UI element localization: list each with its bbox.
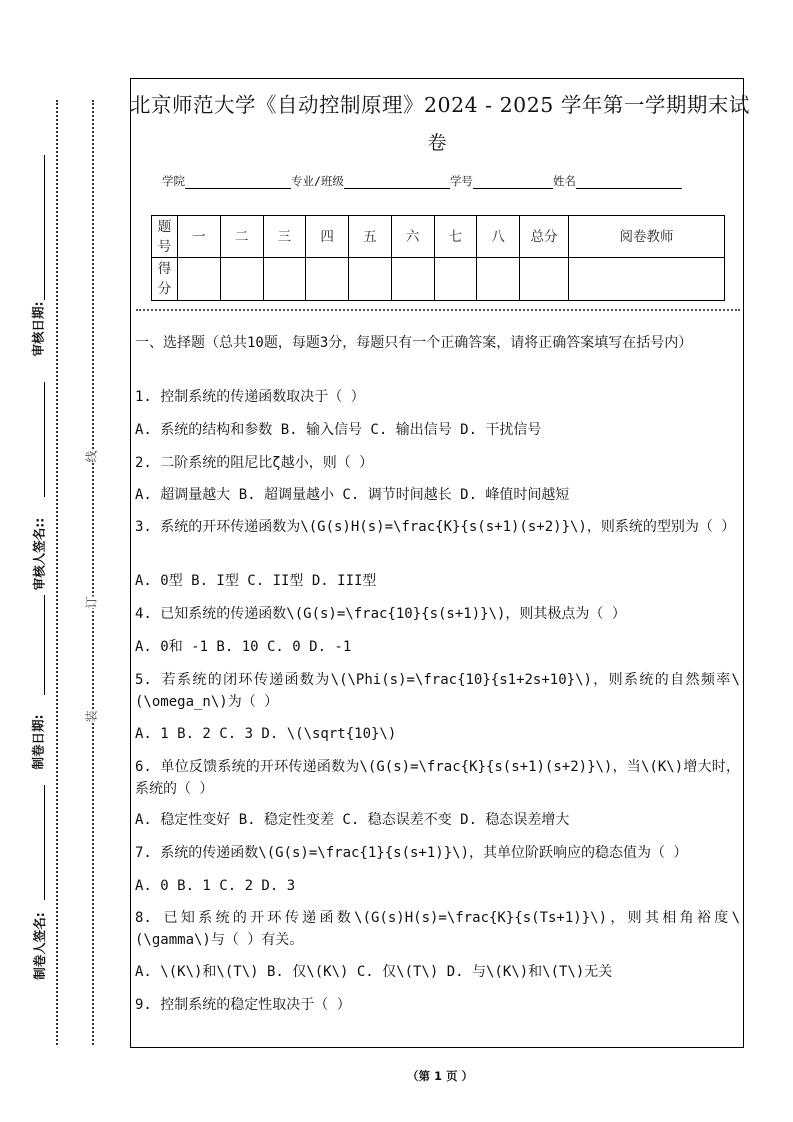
score-column-header: 七	[434, 216, 477, 258]
question-4-options: A. 0和 -1 B. 10 C. 0 D. -1	[135, 639, 352, 655]
score-cell[interactable]	[520, 258, 569, 301]
score-cell[interactable]	[306, 258, 349, 301]
score-column-header: 一	[178, 216, 221, 258]
question-5: 5. 若系统的闭环传递函数为\(\Phi(s)=\frac{10}{s1+2s+10}\)，则系统的自然频率\(\omega_n\)为（ ）	[135, 672, 740, 710]
question-8: 8. 已知系统的开环传递函数\(G(s)H(s)=\frac{K}{s(Ts+1)}\)，则其相角裕度\(\gamma\)与（ ）有关。	[135, 910, 740, 948]
question-7-options: A. 0 B. 1 C. 2 D. 3	[135, 878, 296, 894]
major-class-field[interactable]	[344, 174, 450, 189]
score-column-header: 八	[477, 216, 520, 258]
score-cell[interactable]	[434, 258, 477, 301]
student-id-label: 学号	[449, 174, 473, 188]
page-number: （第 1 页 ）	[406, 1069, 473, 1083]
score-cell[interactable]	[220, 258, 263, 301]
score-cell[interactable]	[178, 258, 221, 301]
paper-date-label: 制卷日期:	[30, 714, 46, 770]
exam-title-continued: 卷	[427, 132, 447, 154]
score-column-header: 三	[263, 216, 306, 258]
question-number-label: 题号	[152, 216, 178, 258]
score-cell[interactable]	[263, 258, 306, 301]
reviewer-signature-label: 审核人签名::	[31, 517, 47, 591]
question-8-options: A. \(K\)和\(T\) B. 仅\(K\) C. 仅\(T\) D. 与\(K\)和\(T\)无关	[135, 964, 613, 980]
major-class-label: 专业/班级	[291, 174, 344, 188]
binding-mark-line: 线	[84, 450, 99, 463]
question-3: 3. 系统的开环传递函数为\(G(s)H(s)=\frac{K}{s(s+1)(s+2)}\)，则系统的型别为（ ）	[135, 519, 736, 535]
question-4: 4. 已知系统的传递函数\(G(s)=\frac{10}{s(s+1)}\)，则其极点为（ ）	[135, 606, 626, 622]
question-5-options: A. 1 B. 2 C. 3 D. \(\sqrt{10}\)	[135, 726, 397, 742]
question-9: 9. 控制系统的稳定性取决于（ ）	[135, 997, 351, 1013]
paper-maker-signature-line	[44, 785, 45, 900]
section-heading: 一、选择题（总共10题，每题3分，每题只有一个正确答案，请将正确答案填写在括号内）	[135, 335, 693, 351]
score-cell[interactable]	[349, 258, 392, 301]
name-field[interactable]	[576, 174, 682, 189]
paper-maker-signature-label: 制卷人签名:	[31, 912, 47, 980]
question-3-options: A. 0型 B. I型 C. II型 D. III型	[135, 573, 377, 589]
student-id-field[interactable]	[473, 174, 553, 189]
question-6-options: A. 稳定性变好 B. 稳定性变差 C. 稳态误差不变 D. 稳态误差增大	[135, 812, 570, 828]
review-date-line	[44, 155, 45, 300]
score-cell[interactable]	[391, 258, 434, 301]
score-column-header: 阅卷教师	[569, 216, 725, 258]
binding-mark-staple: 订	[84, 596, 99, 609]
binding-dotted-line-inner	[92, 100, 94, 1045]
score-row-label: 得分	[152, 258, 178, 301]
name-label: 姓名	[552, 174, 576, 188]
score-column-header: 六	[391, 216, 434, 258]
score-column-header: 总分	[520, 216, 569, 258]
score-cell[interactable]	[569, 258, 725, 301]
college-label: 学院	[162, 174, 185, 188]
review-date-label: 审核日期:	[30, 301, 46, 357]
question-2-options: A. 超调量越大 B. 超调量越小 C. 调节时间越长 D. 峰值时间越短	[135, 487, 570, 503]
binding-dotted-line-outer	[56, 100, 58, 1045]
reviewer-signature-line	[44, 382, 45, 497]
score-column-header: 五	[349, 216, 392, 258]
question-6: 6. 单位反馈系统的开环传递函数为\(G(s)=\frac{K}{s(s+1)(s+2)}\)，当\(K\)增大时，系统的（ ）	[135, 759, 740, 797]
question-1-options: A. 系统的结构和参数 B. 输入信号 C. 输出信号 D. 干扰信号	[135, 422, 542, 438]
college-field[interactable]	[185, 174, 291, 189]
binding-mark-bind: 装	[84, 710, 99, 723]
paper-date-line	[44, 595, 45, 695]
score-table	[151, 215, 725, 301]
score-column-header: 二	[220, 216, 263, 258]
student-info-row	[162, 173, 682, 189]
score-column-header: 四	[306, 216, 349, 258]
question-2: 2. 二阶系统的阻尼比ζ越小，则（ ）	[135, 455, 374, 471]
score-cell[interactable]	[477, 258, 520, 301]
section-divider	[136, 309, 740, 311]
question-7: 7. 系统的传递函数\(G(s)=\frac{1}{s(s+1)}\)，其单位阶跃响应的稳态值为（ ）	[135, 845, 688, 861]
question-1: 1. 控制系统的传递函数取决于（ ）	[135, 389, 365, 405]
exam-title: 北京师范大学《自动控制原理》2024 - 2025 学年第一学期期末试	[130, 93, 750, 117]
